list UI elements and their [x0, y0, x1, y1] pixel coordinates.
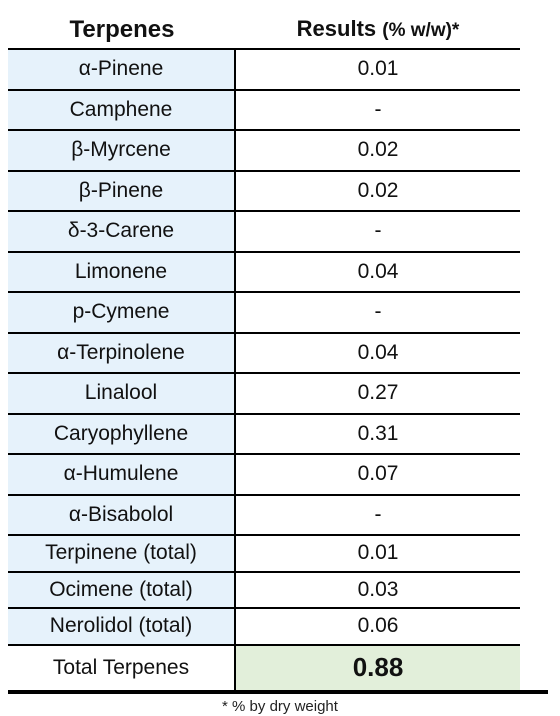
table-row	[8, 172, 520, 213]
terpene-name-cell: α-Humulene	[8, 455, 236, 494]
table-row	[8, 496, 520, 537]
table-row	[8, 91, 520, 132]
table-row	[8, 455, 520, 496]
terpene-value-cell: -	[374, 502, 382, 526]
terpene-value-cell: 0.01	[357, 541, 399, 565]
table-row	[8, 334, 520, 375]
terpene-value-cell: 0.06	[357, 614, 399, 638]
table-row	[8, 415, 520, 456]
table-row	[8, 293, 520, 334]
bottom-rule	[8, 690, 548, 694]
terpene-name-cell: β-Pinene	[8, 172, 236, 211]
table-row	[8, 50, 520, 91]
total-value-cell: 0.88	[236, 646, 520, 690]
total-label-cell: Total Terpenes	[8, 646, 236, 690]
header-terpenes: Terpenes	[69, 16, 175, 43]
terpene-value-cell: 0.02	[357, 138, 399, 162]
table-row	[8, 573, 520, 610]
terpene-value-cell: 0.02	[357, 178, 399, 202]
terpene-value-cell: 0.03	[357, 577, 399, 601]
header-results-unit: (% w/w)*	[382, 20, 460, 41]
terpene-name-cell: Terpinene (total)	[8, 536, 236, 571]
terpene-name-cell: Caryophyllene	[8, 415, 236, 454]
terpene-value-cell: 0.04	[357, 340, 399, 364]
terpene-value-cell: 0.04	[357, 259, 399, 283]
terpene-name-cell: Ocimene (total)	[8, 573, 236, 608]
terpene-name-cell: α-Bisabolol	[8, 496, 236, 535]
table-row	[8, 374, 520, 415]
terpene-value-cell: 0.27	[357, 381, 399, 405]
terpene-value-cell: -	[374, 219, 382, 243]
terpene-value-cell: -	[374, 300, 382, 324]
terpene-name-cell: β-Myrcene	[8, 131, 236, 170]
table-row	[8, 253, 520, 294]
terpene-value-cell: -	[374, 97, 382, 121]
terpene-name-cell: Camphene	[8, 91, 236, 130]
footnote: * % by dry weight	[222, 697, 338, 715]
table-row	[8, 609, 520, 646]
table-header	[0, 10, 560, 48]
table-row	[8, 212, 520, 253]
terpene-value-cell: 0.07	[357, 462, 399, 486]
terpene-value-cell: 0.31	[357, 421, 399, 445]
terpene-name-cell: p-Cymene	[8, 293, 236, 332]
header-results	[236, 16, 520, 42]
header-results-label: Results	[296, 16, 377, 41]
terpene-name-cell: δ-3-Carene	[8, 212, 236, 251]
terpene-name-cell: α-Terpinolene	[8, 334, 236, 373]
terpene-name-cell: α-Pinene	[8, 50, 236, 89]
terpene-name-cell: Limonene	[8, 253, 236, 292]
total-row	[8, 646, 520, 690]
terpene-name-cell: Nerolidol (total)	[8, 609, 236, 644]
terpene-value-cell: 0.01	[357, 57, 399, 81]
table-row	[8, 536, 520, 573]
terpene-table	[8, 48, 520, 690]
terpene-name-cell: Linalool	[8, 374, 236, 413]
table-row	[8, 131, 520, 172]
